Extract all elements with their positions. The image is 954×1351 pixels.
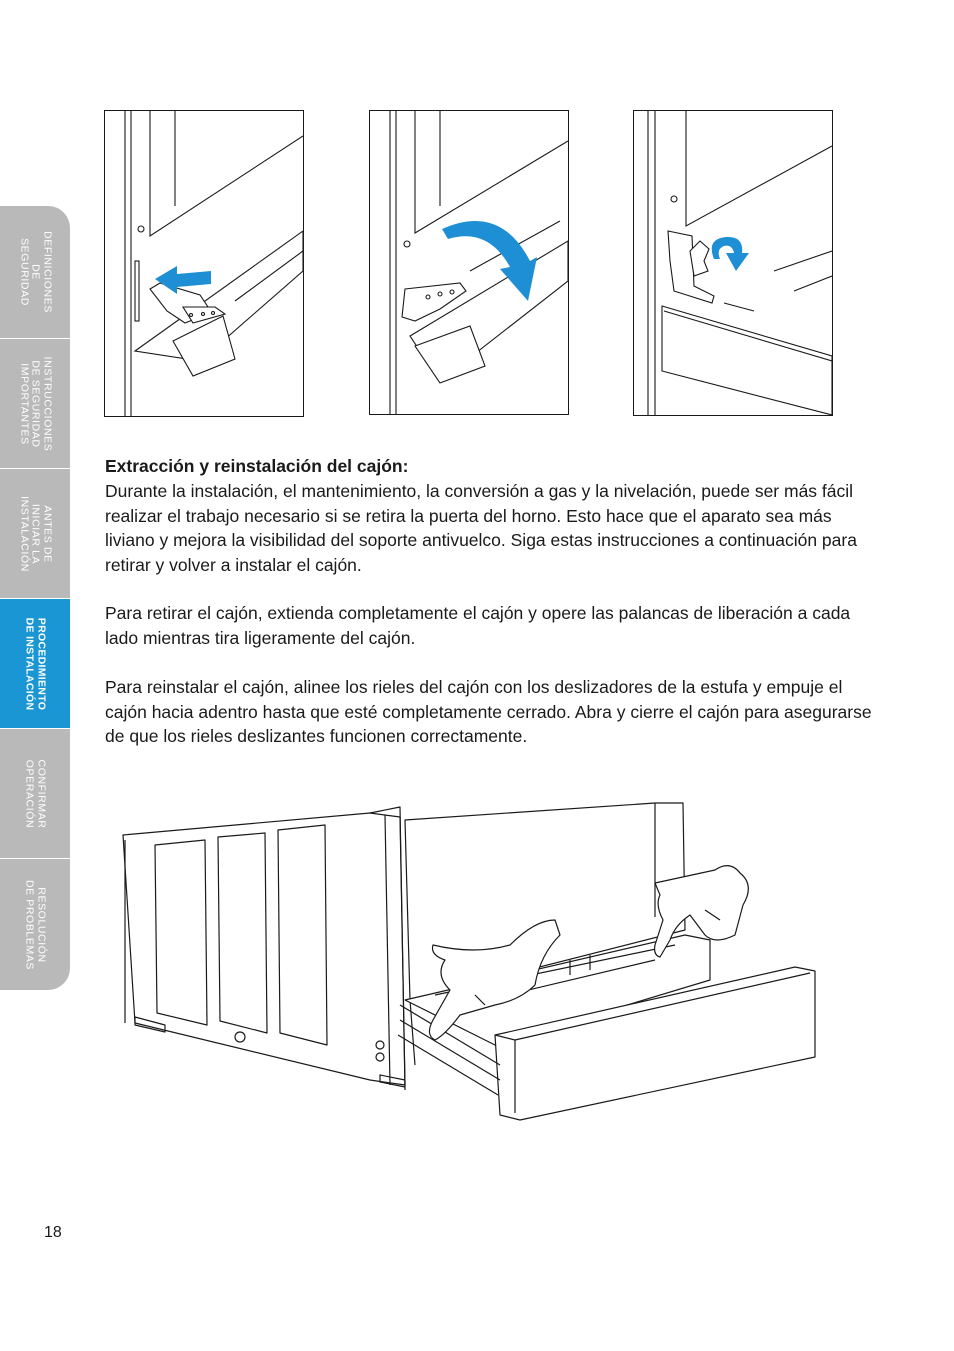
tab-confirmar-operacion[interactable] xyxy=(0,729,70,859)
page-number: 18 xyxy=(44,1224,62,1241)
section-title: Extracción y reinstalación del cajón: xyxy=(105,456,409,476)
tab-label: INSTRUCCIONES DE SEGURIDAD IMPORTANTES xyxy=(18,356,54,451)
figure-release-lever-step-2 xyxy=(369,110,569,415)
paragraph-reinstall-drawer: Para reinstalar el cajón, alinee los rieles del cajón con los deslizadores de la estufa y empuje el cajón hacia adentro hasta que esté completamente cerrado. Abra y cierre el cajón para asegurarse de que los rieles deslizantes funcionen correctamente. xyxy=(105,677,872,747)
figure-drawer-removal xyxy=(115,795,825,1130)
tab-label: PROCEDIMIENTO DE INSTALACIÓN xyxy=(24,617,48,710)
tab-antes-de-iniciar[interactable] xyxy=(0,469,70,599)
tab-procedimiento-de-instalacion[interactable] xyxy=(0,599,70,729)
tab-definiciones-de-seguridad[interactable] xyxy=(0,206,70,339)
rotate-arrow-icon xyxy=(712,237,749,271)
tab-label: ANTES DE INICIAR LA INSTALACIÓN xyxy=(18,495,54,572)
paragraph-intro: Durante la instalación, el mantenimiento, la conversión a gas y la nivelación, puede ser más fácil realizar el trabajo necesario si se retira la puerta del horno. Esto hace que el aparato sea más liviano y mejora la visibilidad del soporte antivuelco. Siga estas instrucciones a continuación para retirar y volver a instalar el cajón. xyxy=(105,481,857,575)
section-sidebar xyxy=(0,206,70,990)
tab-label: CONFIRMAR OPERACIÓN xyxy=(24,759,48,828)
tab-label: RESOLUCIÓN DE PROBLEMAS xyxy=(24,879,48,970)
tab-resolucion-de-problemas[interactable] xyxy=(0,859,70,990)
tab-instrucciones-de-seguridad[interactable] xyxy=(0,339,70,469)
figure-release-lever-step-1 xyxy=(104,110,304,417)
figure-release-lever-step-3 xyxy=(633,110,833,416)
paragraph-remove-drawer: Para retirar el cajón, extienda completamente el cajón y opere las palancas de liberación a cada lado mientras tira ligeramente del cajón. xyxy=(105,603,851,648)
tab-label: DEFINICIONES DE SEGURIDAD xyxy=(18,231,54,313)
